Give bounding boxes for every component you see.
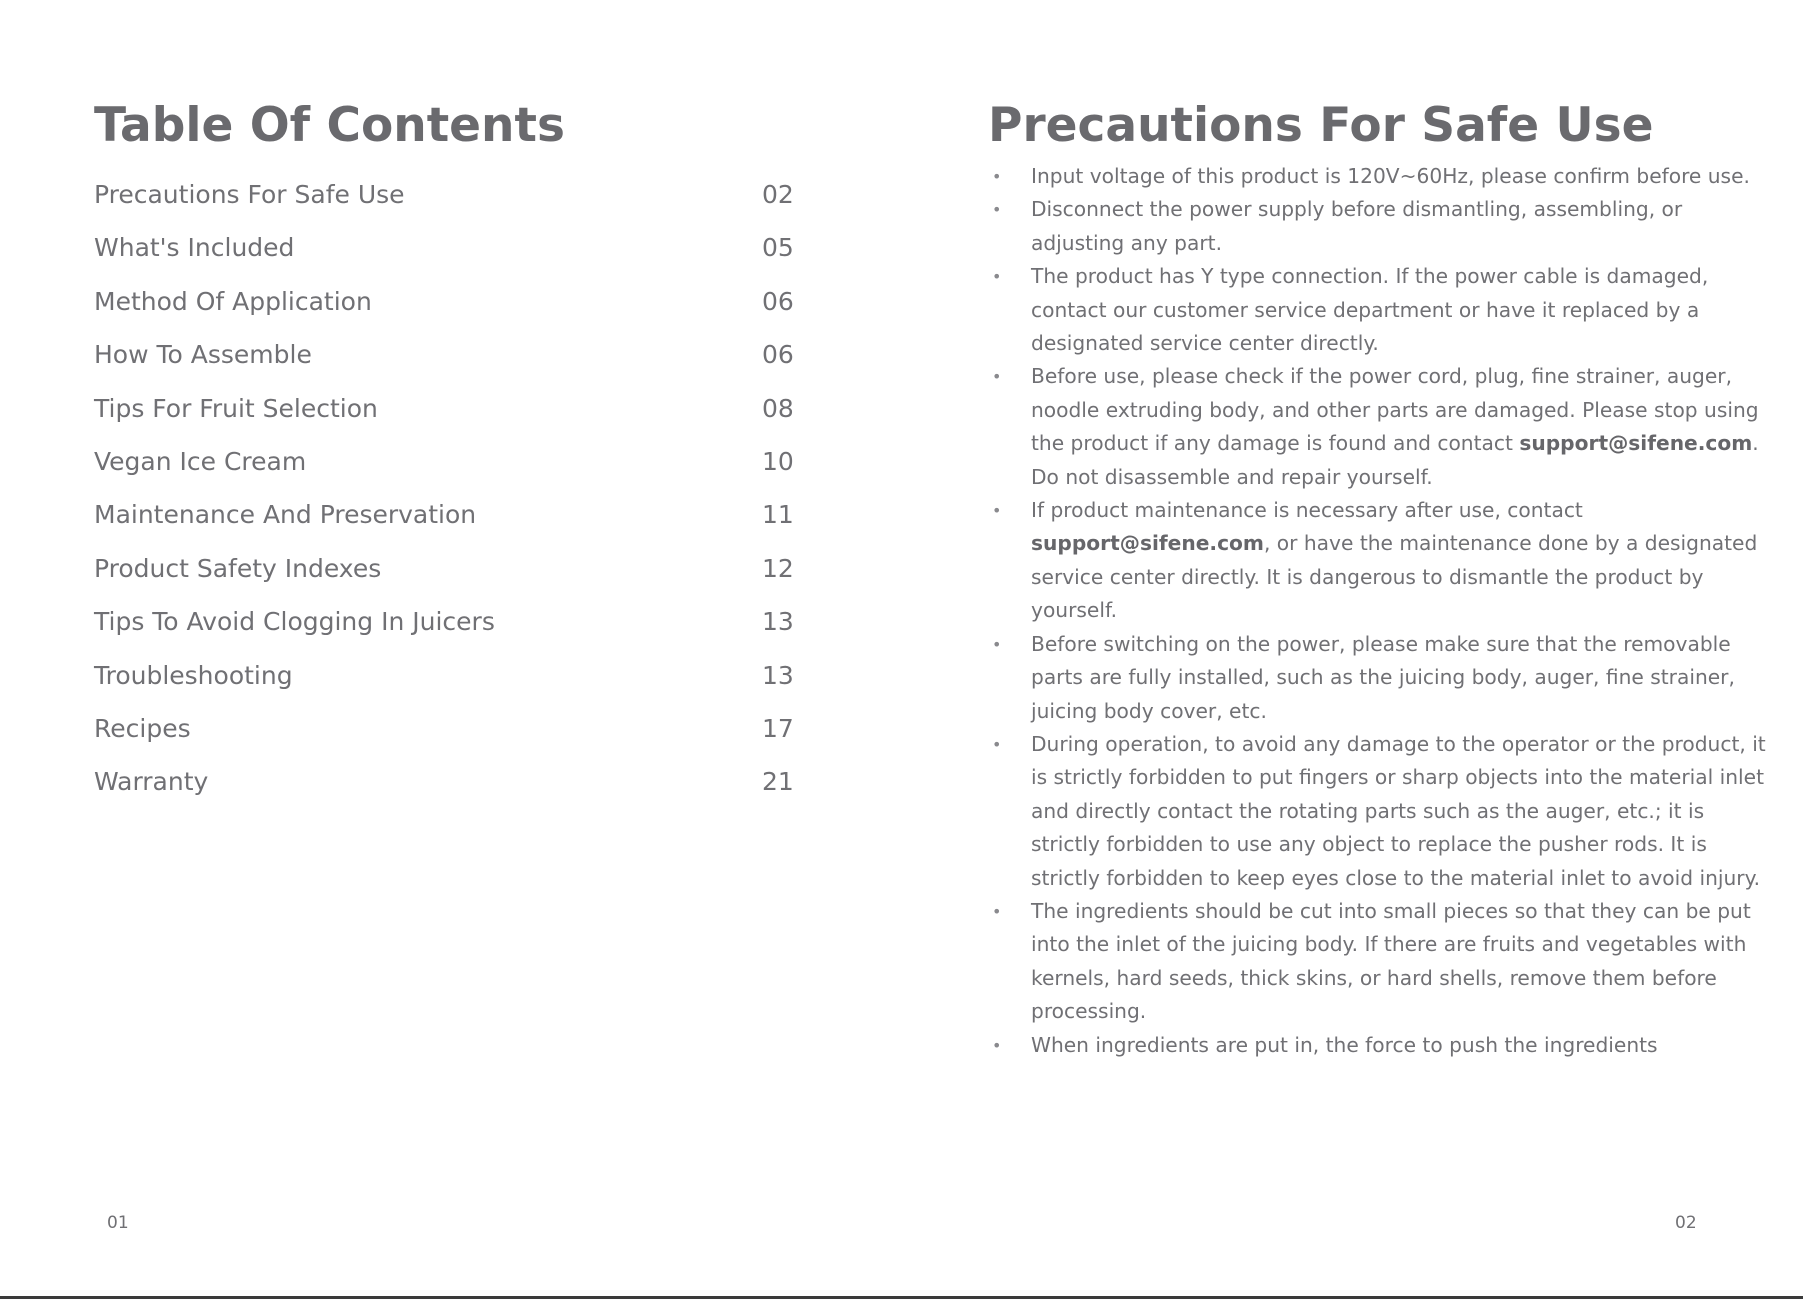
precaution-item: [988, 1029, 1778, 1062]
toc-entry-title: Precautions For Safe Use: [94, 180, 405, 209]
toc-entry[interactable]: [94, 706, 794, 759]
support-email-link[interactable]: support@sifene.com: [1031, 531, 1264, 556]
page-number: 02: [1675, 1213, 1697, 1233]
precaution-text: The ingredients should be cut into small pieces so that they can be put into the inlet of the juicing body. If there are fruits and vegetables with kernels, hard seeds, thick skins, or hard shells, remove them before processing.: [1031, 898, 1751, 1024]
precaution-text: Input voltage of this product is 120V~60Hz, please confirm before use.: [1031, 164, 1750, 188]
precaution-text: When ingredients are put in, the force to push the ingredients: [1031, 1032, 1658, 1057]
precaution-text: During operation, to avoid any damage to the operator or the product, it is strictly forbidden to put fingers or sharp objects into the material inlet and directly contact the rotating parts such as the auger, etc.; it is strictly forbidden to use any object to replace the pusher rods. It is strictly forbidden to keep eyes close to the material inlet to avoid injury.: [1031, 731, 1766, 890]
precaution-item: [988, 193, 1778, 260]
toc-entry-title: Vegan Ice Cream: [94, 446, 307, 476]
precaution-text: If product maintenance is necessary after use, contact: [1031, 498, 1583, 523]
toc-entry-page: 11: [762, 500, 794, 530]
precaution-item: [988, 160, 1778, 193]
toc-entry-page: 13: [762, 607, 794, 637]
precaution-item: [988, 360, 1778, 494]
bullet-icon: •: [992, 1035, 1002, 1055]
precaution-item: [988, 895, 1778, 1029]
precautions-list: [988, 160, 1778, 1062]
precaution-text: Disconnect the power supply before dismantling, assembling, or adjusting any part.: [1031, 197, 1683, 255]
toc-entry[interactable]: [94, 439, 794, 492]
bullet-icon: •: [992, 367, 1002, 387]
toc-entry-page: 12: [762, 553, 794, 583]
precaution-text: The product has Y type connection. If the power cable is damaged, contact our customer service department or have it replaced by a designated service center directly.: [1031, 264, 1709, 356]
toc-entry[interactable]: [94, 172, 794, 225]
bullet-icon: •: [992, 901, 1002, 921]
toc-entry[interactable]: [94, 279, 794, 332]
left-page: [0, 0, 901, 1299]
toc-entry-page: 17: [762, 713, 794, 743]
toc-entry-title: Maintenance And Preservation: [94, 500, 477, 530]
toc-entry-page: 05: [762, 233, 794, 263]
precaution-text: Before switching on the power, please make sure that the removable parts are fully installed, such as the juicing body, auger, fine strainer, juicing body cover, etc.: [1031, 631, 1735, 723]
bullet-icon: •: [992, 501, 1002, 521]
page-number: 01: [107, 1213, 129, 1233]
table-of-contents: [94, 172, 794, 813]
toc-entry-page: 21: [762, 767, 794, 797]
precaution-text: Before use, please check if the power cord, plug, fine strainer, auger, noodle extruding body, and other parts are damaged. Please stop using the product if any damage is found and contact: [1031, 364, 1759, 456]
toc-entry-page: 06: [762, 286, 794, 316]
toc-entry-title: Product Safety Indexes: [94, 553, 382, 583]
bullet-icon: •: [992, 267, 1002, 287]
support-email-link[interactable]: support@sifene.com: [1519, 431, 1753, 456]
toc-entry-title: Warranty: [94, 767, 209, 797]
toc-entry[interactable]: [94, 386, 794, 439]
toc-entry[interactable]: [94, 759, 794, 812]
toc-entry-title: Tips To Avoid Clogging In Juicers: [94, 607, 495, 637]
bullet-icon: •: [992, 734, 1002, 754]
toc-entry[interactable]: [94, 332, 794, 385]
precaution-text: , or have the maintenance done by a designated service center directly. It is dangerous to dismantle the product by yourself.: [1031, 531, 1758, 623]
toc-entry-page: 08: [762, 393, 794, 423]
toc-entry[interactable]: [94, 546, 794, 599]
toc-heading: Table Of Contents: [94, 98, 565, 153]
right-page: [901, 0, 1803, 1299]
bullet-icon: •: [992, 634, 1002, 654]
bullet-icon: •: [992, 200, 1002, 220]
toc-entry-title: What's Included: [94, 233, 295, 263]
toc-entry-title: How To Assemble: [94, 340, 312, 370]
toc-entry[interactable]: [94, 225, 794, 278]
toc-entry-title: Tips For Fruit Selection: [94, 393, 378, 423]
toc-entry-title: Recipes: [94, 713, 191, 743]
toc-entry[interactable]: [94, 653, 794, 706]
precaution-item: [988, 628, 1778, 728]
precaution-item: [988, 260, 1778, 360]
precaution-item: [988, 728, 1778, 895]
toc-entry-page: 10: [762, 446, 794, 476]
toc-entry-title: Troubleshooting: [94, 660, 293, 690]
toc-entry-page: 13: [762, 660, 794, 690]
precaution-text: . Do not disassemble and repair yourself.: [1031, 431, 1759, 489]
toc-entry-page: 06: [762, 340, 794, 370]
toc-entry[interactable]: [94, 492, 794, 545]
toc-entry-title: Method Of Application: [94, 286, 372, 316]
precaution-item: [988, 494, 1778, 628]
toc-entry[interactable]: [94, 599, 794, 652]
toc-entry-page: 02: [762, 180, 794, 209]
bullet-icon: •: [992, 167, 1002, 186]
precautions-heading: Precautions For Safe Use: [988, 98, 1654, 153]
